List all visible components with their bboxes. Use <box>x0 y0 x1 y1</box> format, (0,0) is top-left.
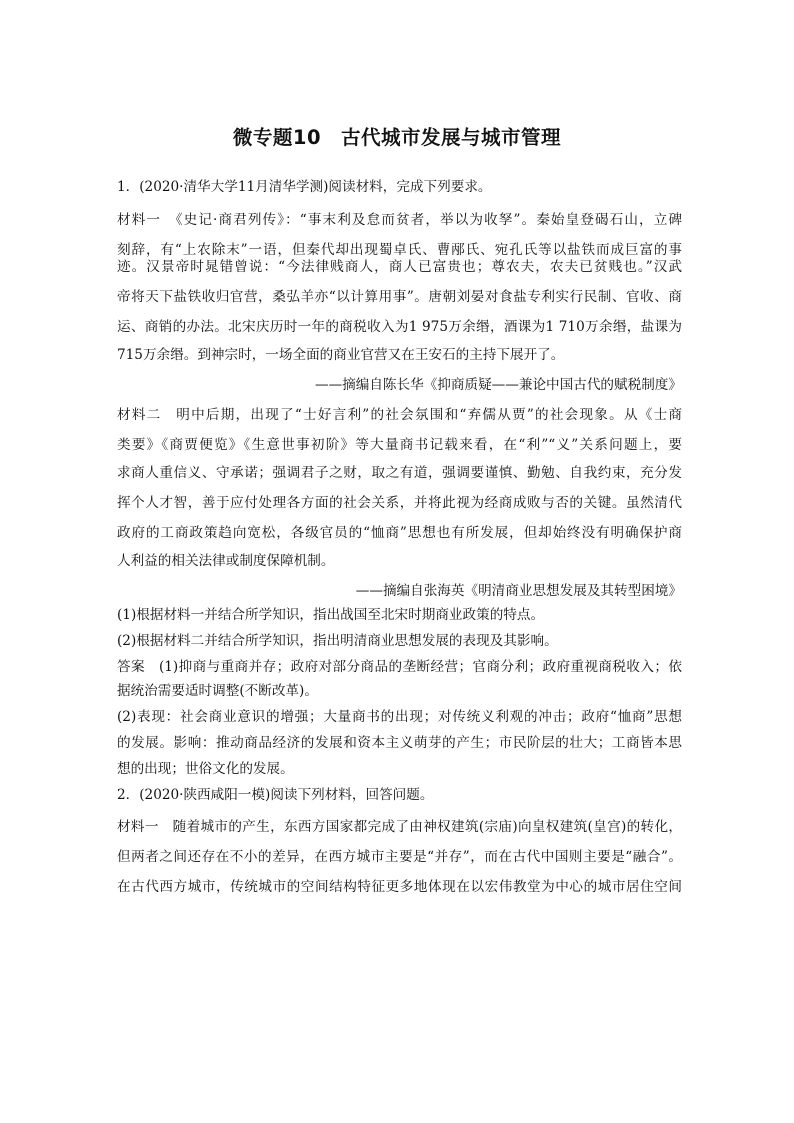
text-line: 材料二 明中后期，出现了“士好言利”的社会氛围和“弃儒从贾”的社会现象。从《士商 <box>117 407 682 423</box>
question-1-header: 1．(2020·清华大学11月清华学测)阅读材料，完成下列要求。 <box>117 179 492 195</box>
source-citation: ——摘编自陈长华《抑商质疑——兼论中国古代的赋税制度》 <box>314 377 682 393</box>
text-line: 715万余缗。到神宗时，一场全面的商业官营又在王安石的主持下展开了。 <box>117 347 565 363</box>
source-citation: ——摘编自张海英《明清商业思想发展及其转型困境》 <box>355 583 682 599</box>
text-line: 刻辞，有“上农除末”一语，但秦代却出现蜀卓氏、曹邴氏、宛孔氏等以盐铁而成巨富的事 <box>117 242 682 258</box>
answer-line: 想的出现；世俗文化的发展。 <box>117 761 294 777</box>
text-line: 挥个人才智，善于应付处理各方面的社会关系，并将此视为经商成败与否的关键。虽然清代 <box>117 495 682 511</box>
text-line: 但两者之间还存在不小的差异，在西方城市主要是“并存”，而在古代中国则主要是“融合”。 <box>117 849 682 865</box>
question-2-header: 2．(2020·陕西咸阳一模)阅读下列材料，回答问题。 <box>117 787 434 803</box>
text-line: 运、商销的办法。北宋庆历时一年的商税收入为1 975万余缗，酒课为1 710万余缗，盐课为 <box>117 319 682 335</box>
text-line: 人利益的相关法律或制度保障机制。 <box>117 553 335 569</box>
text-line: 类要》《商贾便览》《生意世事初阶》等大量商书记载来看，在“利”“义”关系问题上，要 <box>117 437 682 453</box>
text-line: 迹。汉景帝时晁错曾说：“今法律贱商人，商人已富贵也；尊农夫，农夫已贫贱也。”汉武 <box>117 259 682 275</box>
answer-line: (2)表现：社会商业意识的增强；大量商书的出现；对传统义利观的冲击；政府“恤商”思想 <box>117 709 682 725</box>
page-title: 微专题10 古代城市发展与城市管理 <box>232 126 562 149</box>
sub-question-1: (1)根据材料一并结合所学知识，指出战国至北宋时期商业政策的特点。 <box>117 607 545 623</box>
text-line: 在古代西方城市，传统城市的空间结构特征更多地体现在以宏伟教堂为中心的城市居住空间 <box>117 879 682 895</box>
text-line: 帝将天下盐铁收归官营，桑弘羊亦“以计算用事”。唐朝刘晏对食盐专利实行民制、官收、商 <box>117 289 682 305</box>
answer-line: 据统治需要适时调整(不断改革)。 <box>117 683 318 699</box>
sub-question-2: (2)根据材料二并结合所学知识，指出明清商业思想发展的表现及其影响。 <box>117 633 558 649</box>
text-line: 材料一 《史记·商君列传》：“事末利及怠而贫者，举以为收孥”。秦始皇登碣石山，立碑 <box>117 212 682 228</box>
text-line: 求商人重信义、守承诺；强调君子之财，取之有道，强调要谨慎、勤勉、自我约束，充分发 <box>117 465 682 481</box>
text-line: 政府的工商政策趋向宽松，各级官员的“恤商”思想也有所发展，但却始终没有明确保护商 <box>117 525 682 541</box>
answer-line: 答案 (1)抑商与重商并存；政府对部分商品的垄断经营；官商分利；政府重视商税收入；依 <box>117 659 682 675</box>
text-line: 材料一 随着城市的产生，东西方国家都完成了由神权建筑(宗庙)向皇权建筑(皇宫)的转化， <box>117 819 682 835</box>
answer-line: 的发展。影响：推动商品经济的发展和资本主义萌芽的产生；市民阶层的壮大；工商皆本思 <box>117 735 682 751</box>
